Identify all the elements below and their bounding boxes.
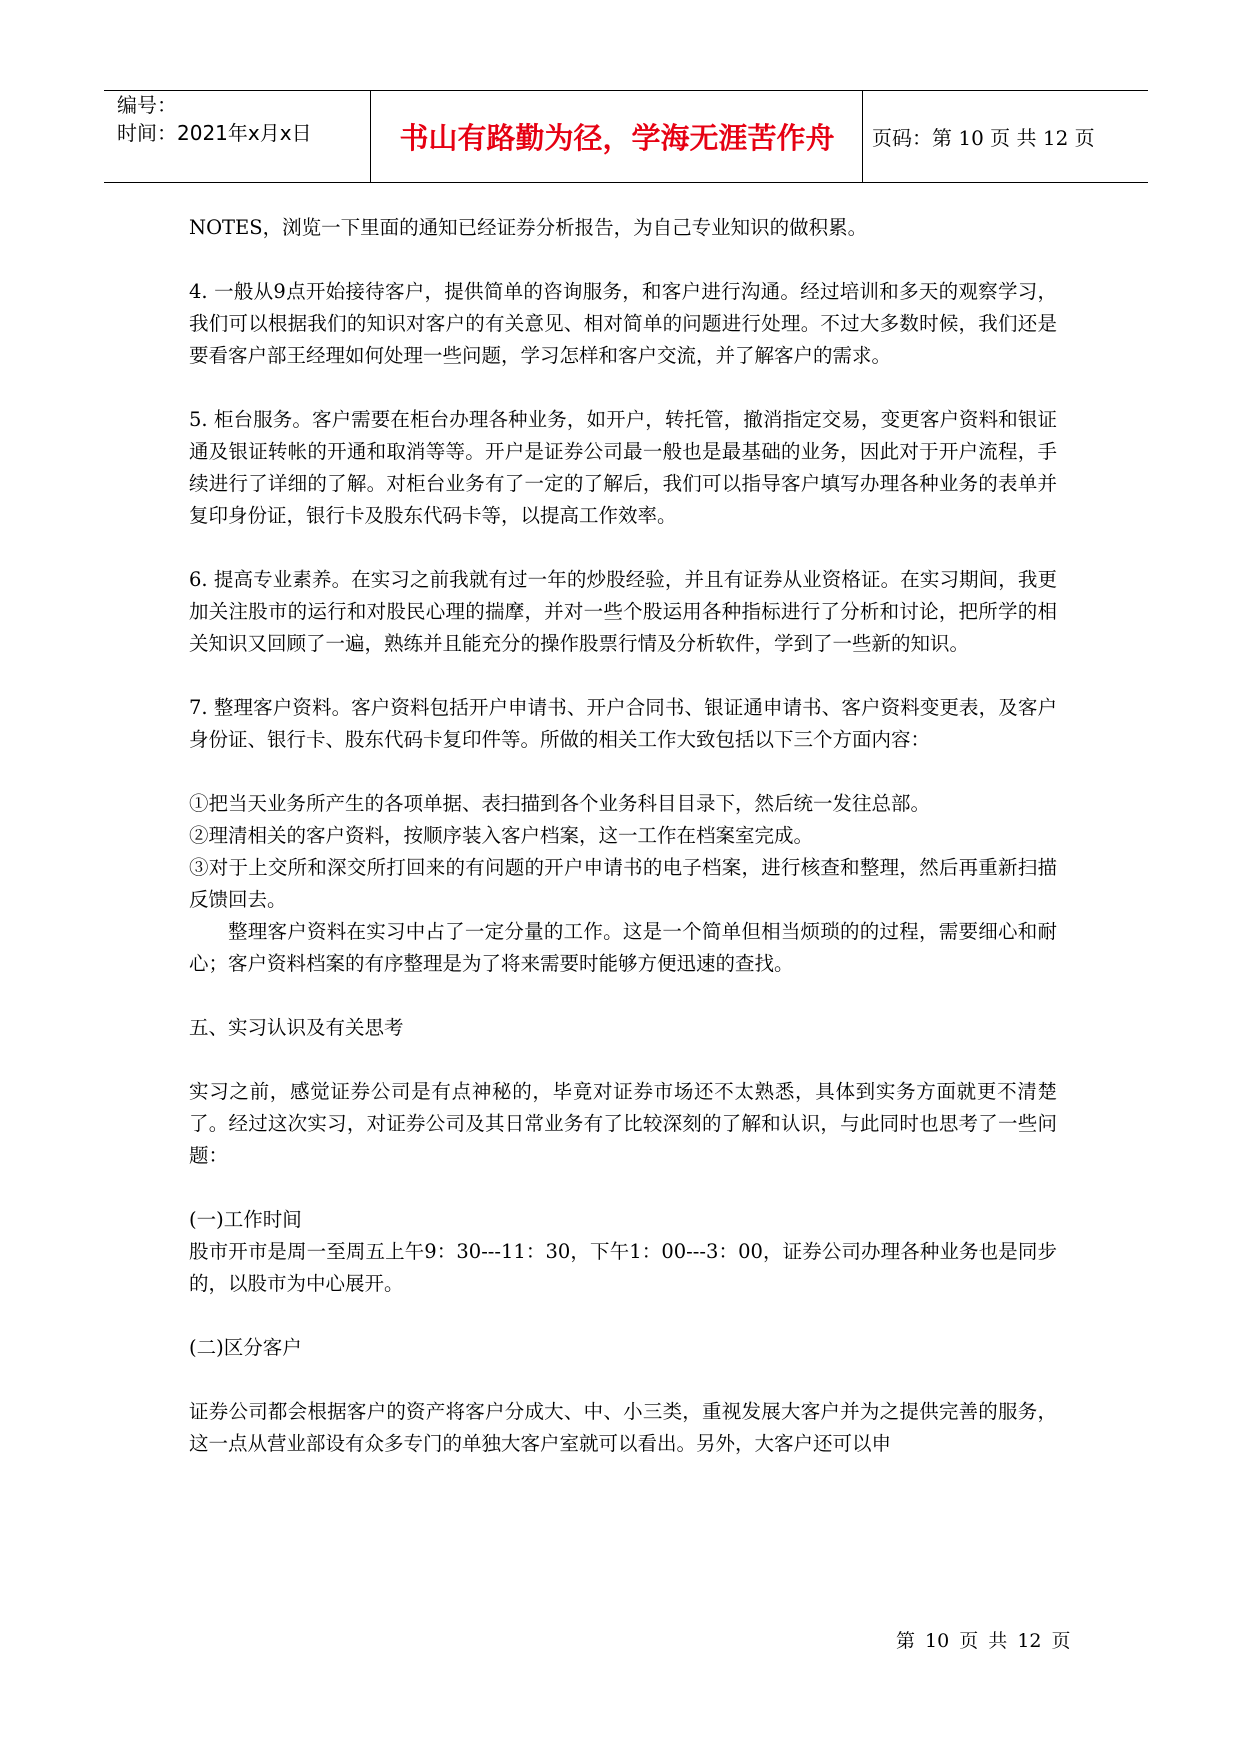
header-divider-right bbox=[862, 91, 863, 183]
header-meta bbox=[117, 91, 312, 147]
paragraph: 整理客户资料在实习中占了一定分量的工作。这是一个简单但相当烦琐的的过程，需要细心和耐心；客户资料档案的有序整理是为了将来需要时能够方便迅速的查找。 bbox=[189, 920, 1057, 975]
header-divider-left bbox=[370, 91, 371, 183]
header-motto: 书山有路勤为径，学海无涯苦作舟 bbox=[399, 121, 835, 155]
document-body bbox=[189, 212, 1057, 1460]
paragraph: 5. 柜台服务。客户需要在柜台办理各种业务，如开户，转托管，撤消指定交易，变更客户资料和银证通及银证转帐的开通和取消等等。开户是证券公司最一般也是最基础的业务，因此对于开户流程，手续进行了详细的了解。对柜台业务有了一定的了解后，我们可以指导客户填写办理各种业务的表单并复印身份证，银行卡及股东代码卡等，以提高工作效率。 bbox=[189, 408, 1057, 527]
header-number-label: 编号： bbox=[117, 93, 177, 117]
paragraph: 4. 一般从9点开始接待客户，提供简单的咨询服务，和客户进行沟通。经过培训和多天的观察学习，我们可以根据我们的知识对客户的有关意见、相对简单的问题进行处理。不过大多数时候，我们还是要看客户部王经理如何处理一些问题，学习怎样和客户交流，并了解客户的需求。 bbox=[189, 280, 1057, 367]
page-footer: 第 10 页 共 12 页 bbox=[896, 1630, 1071, 1652]
section-heading: 五、实习认识及有关思考 bbox=[189, 1016, 404, 1039]
list-item: ②理清相关的客户资料，按顺序装入客户档案，这一工作在档案室完成。 bbox=[189, 824, 814, 847]
paragraph: 实习之前，感觉证券公司是有点神秘的，毕竟对证券市场还不太熟悉，具体到实务方面就更不清楚了。经过这次实习，对证券公司及其日常业务有了比较深刻的了解和认识，与此同时也思考了一些问题： bbox=[189, 1080, 1057, 1167]
header-bottom-rule bbox=[104, 182, 1148, 183]
header-page-label: 页码：第 10 页 共 12 页 bbox=[872, 126, 1095, 150]
list-item: ①把当天业务所产生的各项单据、表扫描到各个业务科目目录下，然后统一发往总部。 bbox=[189, 792, 931, 815]
paragraph: 6. 提高专业素养。在实习之前我就有过一年的炒股经验，并且有证券从业资格证。在实习期间，我更加关注股市的运行和对股民心理的揣摩，并对一些个股运用各种指标进行了分析和讨论，把所学的相关知识又回顾了一遍，熟练并且能充分的操作股票行情及分析软件，学到了一些新的知识。 bbox=[189, 568, 1057, 655]
paragraph: 7. 整理客户资料。客户资料包括开户申请书、开户合同书、银证通申请书、客户资料变更表，及客户身份证、银行卡、股东代码卡复印件等。所做的相关工作大致包括以下三个方面内容： bbox=[189, 696, 1057, 751]
subsection-heading: (一)工作时间 bbox=[189, 1208, 302, 1231]
paragraph: 股市开市是周一至周五上午9：30---11：30，下午1：00---3：00，证券公司办理各种业务也是同步的，以股市为中心展开。 bbox=[189, 1240, 1057, 1295]
paragraph: NOTES，浏览一下里面的通知已经证券分析报告，为自己专业知识的做积累。 bbox=[189, 216, 868, 239]
subsection-heading: (二)区分客户 bbox=[189, 1336, 302, 1359]
header-time-label: 时间：2021年x月x日 bbox=[117, 121, 312, 145]
list-item: ③对于上交所和深交所打回来的有问题的开户申请书的电子档案，进行核查和整理，然后再重新扫描反馈回去。 bbox=[189, 856, 1057, 911]
paragraph: 证券公司都会根据客户的资产将客户分成大、中、小三类，重视发展大客户并为之提供完善的服务，这一点从营业部设有众多专门的单独大客户室就可以看出。另外，大客户还可以申 bbox=[189, 1400, 1057, 1455]
